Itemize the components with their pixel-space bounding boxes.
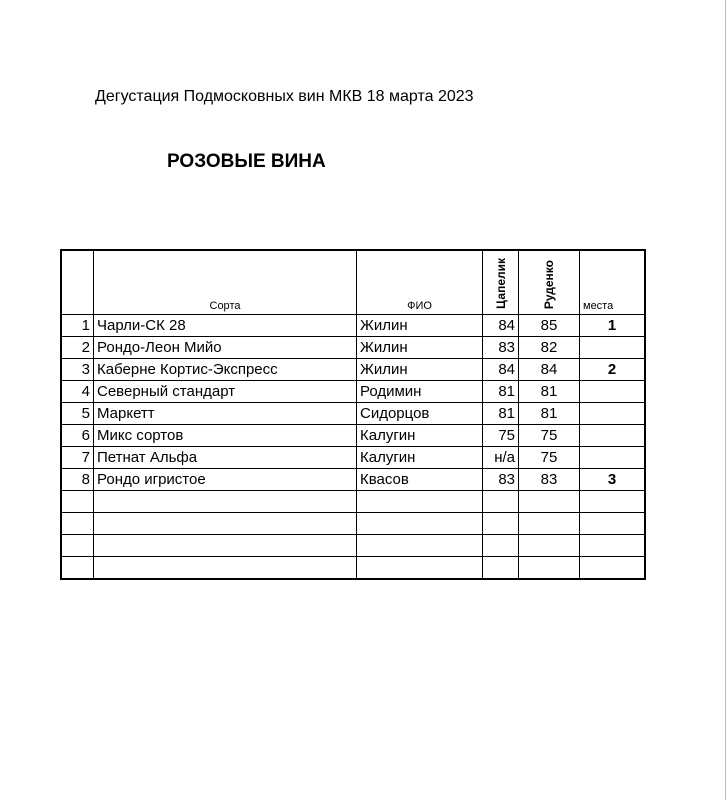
cell-place: 3 <box>580 469 646 491</box>
cell-score-judge2: 75 <box>519 425 580 447</box>
cell-score-judge1: 83 <box>483 337 519 359</box>
cell-score-judge2: 85 <box>519 315 580 337</box>
cell-number: 2 <box>61 337 94 359</box>
empty-cell <box>357 535 483 557</box>
cell-score-judge1: 75 <box>483 425 519 447</box>
empty-cell <box>483 513 519 535</box>
cell-score-judge2: 75 <box>519 447 580 469</box>
empty-cell <box>580 557 646 580</box>
judge2-label: Руденко <box>542 259 556 309</box>
cell-name: Калугин <box>357 447 483 469</box>
cell-place <box>580 403 646 425</box>
empty-cell <box>580 491 646 513</box>
empty-cell <box>483 491 519 513</box>
empty-cell <box>61 557 94 580</box>
empty-cell <box>580 513 646 535</box>
header-place: места <box>580 250 646 315</box>
header-name: ФИО <box>357 250 483 315</box>
cell-variety: Петнат Альфа <box>94 447 357 469</box>
cell-variety: Микс сортов <box>94 425 357 447</box>
cell-score-judge2: 81 <box>519 403 580 425</box>
table-row <box>61 315 645 337</box>
cell-score-judge1: 84 <box>483 359 519 381</box>
empty-cell <box>94 535 357 557</box>
cell-name: Жилин <box>357 337 483 359</box>
cell-number: 8 <box>61 469 94 491</box>
empty-cell <box>61 491 94 513</box>
cell-name: Жилин <box>357 359 483 381</box>
header-number <box>61 250 94 315</box>
document-subtitle: Дегустация Подмосковных вин МКВ 18 марта 2023 <box>95 88 474 105</box>
empty-cell <box>357 513 483 535</box>
table-row <box>61 425 645 447</box>
cell-score-judge2: 82 <box>519 337 580 359</box>
judge1-label: Цапелик <box>493 258 508 309</box>
cell-score-judge2: 83 <box>519 469 580 491</box>
table-row <box>61 403 645 425</box>
empty-cell <box>61 513 94 535</box>
empty-cell <box>61 535 94 557</box>
empty-cell <box>580 535 646 557</box>
header-judge1 <box>483 250 519 315</box>
cell-number: 4 <box>61 381 94 403</box>
table-row <box>61 381 645 403</box>
cell-number: 6 <box>61 425 94 447</box>
cell-name: Калугин <box>357 425 483 447</box>
cell-variety: Рондо-Леон Мийо <box>94 337 357 359</box>
cell-variety: Каберне Кортис-Экспресс <box>94 359 357 381</box>
empty-cell <box>357 557 483 580</box>
cell-score-judge1: 83 <box>483 469 519 491</box>
empty-row <box>61 557 645 580</box>
empty-cell <box>519 491 580 513</box>
cell-place: 1 <box>580 315 646 337</box>
cell-place: 2 <box>580 359 646 381</box>
cell-name: Сидорцов <box>357 403 483 425</box>
cell-place <box>580 337 646 359</box>
empty-cell <box>519 535 580 557</box>
document-title: РОЗОВЫЕ ВИНА <box>167 151 326 172</box>
cell-score-judge1: н/а <box>483 447 519 469</box>
empty-cell <box>483 535 519 557</box>
cell-variety: Маркетт <box>94 403 357 425</box>
cell-place <box>580 381 646 403</box>
table-row <box>61 469 645 491</box>
cell-variety: Чарли-СК 28 <box>94 315 357 337</box>
results-table <box>60 249 646 580</box>
table-row <box>61 447 645 469</box>
cell-number: 7 <box>61 447 94 469</box>
table-header-row <box>61 250 645 315</box>
cell-place <box>580 447 646 469</box>
empty-row <box>61 513 645 535</box>
header-judge2 <box>519 250 580 315</box>
cell-variety: Рондо игристое <box>94 469 357 491</box>
table-row <box>61 337 645 359</box>
cell-place <box>580 425 646 447</box>
cell-score-judge1: 81 <box>483 381 519 403</box>
cell-name: Жилин <box>357 315 483 337</box>
empty-row <box>61 535 645 557</box>
page-edge <box>725 0 726 800</box>
empty-cell <box>519 557 580 580</box>
header-variety: Сорта <box>94 250 357 315</box>
cell-score-judge2: 84 <box>519 359 580 381</box>
empty-cell <box>519 513 580 535</box>
cell-name: Квасов <box>357 469 483 491</box>
cell-score-judge1: 84 <box>483 315 519 337</box>
empty-row <box>61 491 645 513</box>
table-row <box>61 359 645 381</box>
cell-variety: Северный стандарт <box>94 381 357 403</box>
cell-number: 5 <box>61 403 94 425</box>
cell-number: 3 <box>61 359 94 381</box>
empty-cell <box>483 557 519 580</box>
cell-number: 1 <box>61 315 94 337</box>
empty-cell <box>94 513 357 535</box>
empty-cell <box>357 491 483 513</box>
cell-score-judge1: 81 <box>483 403 519 425</box>
empty-cell <box>94 557 357 580</box>
cell-score-judge2: 81 <box>519 381 580 403</box>
empty-cell <box>94 491 357 513</box>
cell-name: Родимин <box>357 381 483 403</box>
